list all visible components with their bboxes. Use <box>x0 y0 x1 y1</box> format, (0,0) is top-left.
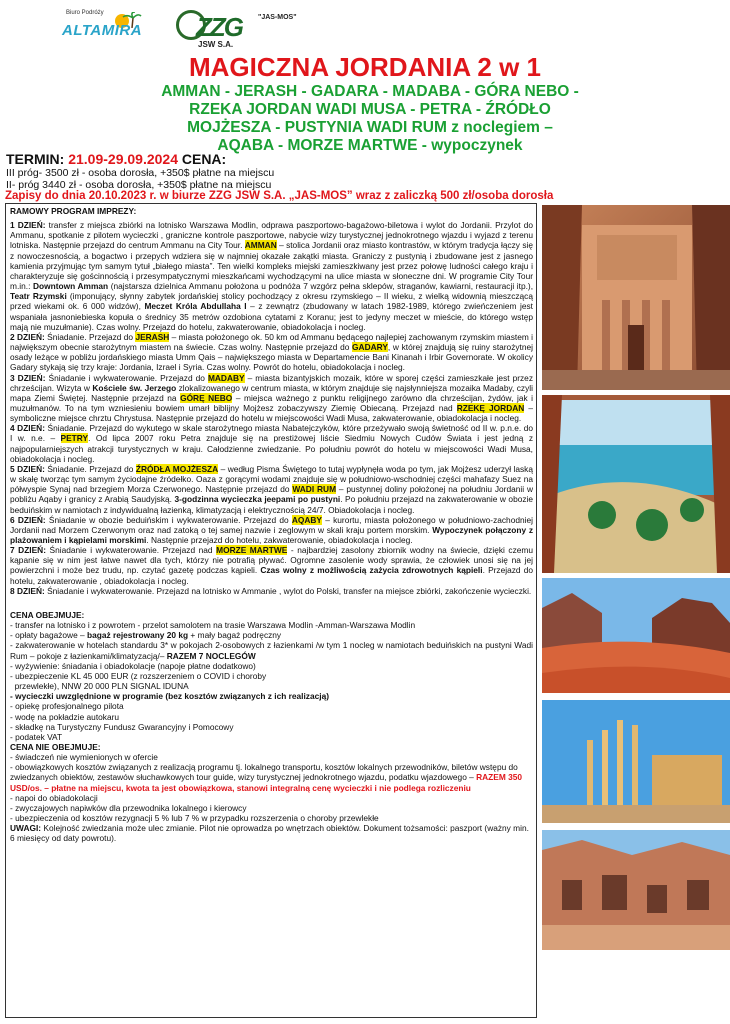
bold-wypoczynek: Wypoczynek połączony z plażowaniem i kąpielami morskimi <box>10 524 533 545</box>
day-text: - najbardziej zasolony zbiornik wodny na świecie, dzięki czemu kąpanie się w nim jest łatwe nawet dla tych, którzy nie potrafią pływać. Ogromne zasolenie wody sprawia, że człowiek unosi się na jej powierzchni i może bez trudu, np. czytać gazetę podczas kąpieli. <box>10 545 533 576</box>
list-item: - świadczeń nie wymienionych w ofercie <box>10 752 158 763</box>
day-text: zlokalizowanego w centrum miasta, w którym znajduje się najsłynniejsza mozaika Madaby, czyli mapa Ziemi Świętej. Następnie przejazd na <box>10 382 533 403</box>
altamira-small-text: Biuro Podróży <box>66 10 104 16</box>
bold-kosciol: Kościele św. Jerzego <box>92 382 177 393</box>
zapisy-line: Zapisy do dnia 20.10.2023 r. w biurze ZZG JSW S.A. „JAS-MOS” wraz z zaliczką 500 zł/osoba dorosła <box>5 190 554 202</box>
list-text: - obowiązkowych kosztów związanych z realizacją programu tj. lokalnego transportu, kosztów lokalnych przewodników, biletów wstępu do zwiedzanych obiektów, zestawów słuchawkowych tour guide, wizy turystycznej jednokrotnego wjazdu, podatku wjazdowego – <box>10 762 518 783</box>
bold-noclegi: RAZEM 7 NOCLEGÓW <box>166 650 256 661</box>
day-1 <box>10 220 533 332</box>
list-item <box>10 762 533 792</box>
list-text: - zakwaterowanie w hotelach standardu 3* w pokojach 2-osobowych z łazienkami /w tym 1 nocleg w namiotach beduińskich na pustyni Wadi Rum – pokoje z łazienkami/klimatyzacją/– <box>10 640 533 661</box>
day-text: Śniadanie w obozie beduińskim i wykwaterowanie. Przejazd do <box>45 514 292 525</box>
highlight-amman: AMMAN <box>244 240 277 251</box>
bold-jeep: 3-godzinna wycieczka jeepami po pustyni <box>174 494 341 505</box>
day-text: – stolica Jordanii oraz miasto kontrastów, w którym tradycja łączy się z nowoczesnością, a bogactwo i przepych wdziera się w najmniej okazałe zakątki miasta. Graniczy z pustynią i zbudowane jest z jasnego kamienia przyjmując tym samym tytuł „białego miasta”. Ten wielki kompleks miejski zamieszkiwany jest przez połowę ludności całego kraju i charakteryzuje się gościnnością i przesympatycznymi mieszkańcami wychodzącymi na ulice miasta w słoneczne dni. W programie City Tour m.in.: <box>10 240 533 292</box>
petra-tombs-photo <box>542 830 730 950</box>
list-item: - składkę na Turystyczny Fundusz Gwarancyjny i Pomocowy <box>10 721 234 732</box>
highlight-gadary: GADARY <box>352 342 388 353</box>
list-item <box>10 640 533 660</box>
list-item: - ubezpieczenia od kosztów rezygnacji 5 % lub 7 % w przypadku rozszerzenia o choroby przewlekłe <box>10 813 379 824</box>
day-text: Śniadanie i wykwaterowanie. Przejazd nad <box>46 545 217 556</box>
highlight-jordan: RZEKĘ JORDAN <box>456 402 525 413</box>
day-text: – miejsca ważnego z punktu religijnego zarówno dla chrześcijan, żydów, jak i muzułmanów. To na tym wzniesieniu bowiem umarł biblijny Mojżesz zobaczywszy Ziemię Obiecaną. Przejazd nad <box>10 392 534 413</box>
list-text: - opłaty bagażowe – <box>10 630 87 641</box>
uwagi <box>10 823 533 843</box>
cena-label: CENA: <box>177 151 227 167</box>
price-line-3: III próg- 3500 zł - osoba dorosła, +350$ płatne na miejscu <box>6 167 275 179</box>
day-text: . Od lipca 2007 roku Petra znajduje się na prestiżowej liście Siedmiu Nowych Cudów Świata i jest jedną z najpopularniejszych atrakcji turystycznych w kraju. Całodzienne zwiedzanie. Po południu powrót do hotelu w miejscowości Wadi Musa, obiadokolacja i nocleg. <box>10 433 533 464</box>
day-text: – symboliczne miejsce chrztu Chrystusa. Następnie przejazd do hotelu w miejscowości Wadi Musa, zakwaterowanie, obiadokolacja i nocleg. <box>10 402 533 424</box>
day-label: 1 DZIEŃ: <box>10 220 46 231</box>
subtitle <box>70 83 670 155</box>
highlight-morze: MORZE MARTWE <box>216 545 288 556</box>
day-text: Śniadanie i wykwaterowanie. Przejazd do <box>45 372 208 383</box>
wadi-rum-desert-photo <box>542 578 730 693</box>
day-text: . Następnie przejazd do hotelu, zakwaterowanie, obiadokolacja i nocleg. <box>146 535 413 545</box>
list-item: - napoi do obiadokolacji <box>10 792 98 803</box>
day-text: Śniadanie. Przejazd do <box>44 463 136 474</box>
aqaba-beach-photo <box>542 395 730 573</box>
day-5 <box>10 464 533 515</box>
bold-teatr: Teatr Rzymski <box>10 291 67 302</box>
day-text: transfer z miejsca zbiórki na lotnisko Warszawa Modlin, odprawa paszportowo-bagażowo-biletowa i wylot do Jordanii. Przylot do Ammanu, spotkanie z pilotem wycieczki , graniczne kontrole paszportowe, nabycie wizy turystycznej jednokrotnego wjazdu i wyjazd z terenu lotniska. Następnie przejazd do centrum Ammanu na City Tour. <box>10 220 533 251</box>
day-text: – pustynnej doliny położonej na południu Jordanii w pobliżu Aqaby i granicy z Arabią Saudyjską. <box>10 484 533 505</box>
day-label: 6 DZIEŃ: <box>10 514 46 525</box>
list-item: - zwyczajowych napiwków dla przewodnika lokalnego i kierowcy <box>10 802 247 813</box>
cena-nie-obejmuje-header: CENA NIE OBEJMUJE: <box>10 741 101 752</box>
petra-treasury-photo <box>542 205 730 390</box>
list-text: + mały bagaż podręczny <box>188 630 282 641</box>
subtitle-line: AMMAN - JERASH - GADARA - MADABA - GÓRA NEBO - <box>161 83 579 100</box>
day-text: – miasta położonego ok. 50 km od Ammanu będącego najlepiej zachowanym rzymskim miastem i największym obecnie starożytnym miastem na świecie. Czas wolny. Następnie przejazd do <box>10 331 533 353</box>
day-label: 4 DZIEŃ: <box>10 423 45 434</box>
list-item: - ubezpieczenie KL 45 000 EUR (z rozszerzeniem o COVID i choroby <box>10 670 267 681</box>
highlight-zrodla: ŹRÓDŁA MOJŻESZA <box>135 463 219 474</box>
highlight-wadirum: WADI RUM <box>292 484 337 495</box>
day-text: – kurortu, miasta położonego w południowo-zachodniej Jordanii nad Morzem Czerwonym oraz nad zatoką o tej samej nazwie i zeglowym w skali kraju portem morskim. <box>10 514 533 535</box>
day-label: 8 DZIEŃ: <box>10 585 45 596</box>
day-2 <box>10 332 533 373</box>
zzg-jsw-text: JSW S.A. <box>198 40 234 49</box>
list-item: - podatek VAT <box>10 731 63 742</box>
day-4 <box>10 423 533 464</box>
day-text: . Po południu przejazd na zakwaterowanie w obozie beduińskim w namiotach z indywidualną łazienką, klimatyzacją i elektrycznością 24/7. Obiadokolacja i nocleg. <box>10 494 534 515</box>
day-6 <box>10 515 533 545</box>
list-item: - opiekę profesjonalnego pilota <box>10 701 124 712</box>
jerash-columns-photo <box>542 700 730 823</box>
list-item: przewlekłe), NNW 20 000 PLN SIGNAL IDUNA <box>10 681 189 692</box>
day-8 <box>10 586 533 596</box>
subtitle-line: AQABA - MORZE MARTWE - wypoczynek <box>217 137 523 154</box>
day-text: – z zewnątrz (zbudowany w latach 1982-1989, którego zwieńczeniem jest wspaniała jasnoniebieska kopuła o średnicy 35 metrów ozdobiona cytatami z Koranu; jest to jedyny meczet w mieście, do którego wstęp mają nie muzułmanie). Czas wolny. Przejazd do hotelu, zakwaterowanie, obiadokolacja i nocleg. <box>10 301 533 332</box>
day-text: Śniadanie i wykwaterowanie. Przejazd na lotnisko w Ammanie , wylot do Polski, transfer na miejsce zbiórki, zakończenie wycieczki. <box>44 585 532 596</box>
day-text: (imponujący, słynny zabytek jordańskiej stolicy pochodzący z okresu rzymskiego – II wieku, z wielką widownią mieszczącą przed wiekami ok. 6 000 widzów), <box>10 291 533 312</box>
highlight-madaby: MADABY <box>207 372 245 383</box>
list-item <box>10 630 533 640</box>
uwagi-label: UWAGI: <box>10 823 42 834</box>
red-razem-350usd: RAZEM 350 USD/os. – płatne na miejscu, kwota ta jest obowiązkowa, stanowi integralną cenę wycieczki i nie podlega rozliczeniu <box>10 772 523 793</box>
day-7 <box>10 545 533 586</box>
day-label: 3 DZIEŃ: <box>10 372 46 383</box>
bold-downtown: Downtown Amman <box>33 281 109 292</box>
termin-label: TERMIN: <box>6 151 69 167</box>
zzg-letters: ZZG <box>196 12 242 42</box>
highlight-aqaby: AQABY <box>291 514 322 525</box>
day-label: 2 DZIEŃ: <box>10 331 45 342</box>
list-item: - transfer na lotnisko i z powrotem - przelot samolotem na trasie Warszawa Modlin -Amman-Warszawa Modlin <box>10 620 416 631</box>
day-text: (najstarsza dzielnica Ammanu położona u podnóża 7 wzgórz pełna sklepów, straganów, kawiarni, restauracji itp.), <box>108 281 534 292</box>
price-line-2: II- próg 3440 zł - osoba dorosła, +350$ płatne na miejscu <box>6 179 272 191</box>
cena-obejmuje-header: CENA OBEJMUJE: <box>10 609 85 620</box>
zzg-jasmos-text: "JAS-MOS" <box>258 14 297 21</box>
uwagi-text: Kolejność zwiedzania może ulec zmianie. Pilot nie oprowadza po wnętrzach obiektów. Dokument tożsamości: paszport (ważny min. 6 miesięcy od daty powrotu). <box>10 823 529 844</box>
highlight-jerash: JERASH <box>135 331 170 342</box>
termin-dates: 21.09-29.09.2024 <box>68 151 178 167</box>
day-text: Śniadanie. Przejazd do wykutego w skale starożytnego miasta Nabatejczyków, które przeżywało swoją świetność od II w. p.n.e. do I w. n.e. – <box>10 423 533 444</box>
day-text: , w której znajdują się ruiny starożytnej osady leżące w pobliżu jordańskiego miasta Umm Qais – największego miasta w Departamencie Bani Kinanah i Irbir Governorate. W okolicy Gadary stykają się trzy kraje: Jordania, Izrael i Syria. Czas wolny. Powrót do hotelu, obiadokolacja i nocleg. <box>10 342 533 373</box>
day-3 <box>10 373 533 424</box>
highlight-nebo: GÓRĘ NEBO <box>180 392 233 403</box>
bold-czas: Czas wolny z możliwością zażycia zdrowotnych kąpieli <box>260 565 483 576</box>
highlight-petry: PETRY <box>60 433 89 444</box>
list-item: - wycieczki uwzględnione w programie (bez kosztów związanych z ich realizacją) <box>10 691 330 702</box>
zzg-logo <box>176 8 306 52</box>
bold-bagaz: bagaż rejestrowany 20 kg <box>87 630 189 641</box>
list-item: - wyżywienie: śniadania i obiadokolacje (napoje płatne dodatkowo) <box>10 660 256 671</box>
altamira-logo <box>60 8 150 48</box>
program-text <box>10 206 533 844</box>
altamira-logo-text: ALTAMIRA <box>62 22 143 39</box>
day-text: – według Pisma Świętego to tutaj wypłynęła woda po tym, jak Mojżesz uderzył laską w skałę tworząc tym samym życiodajne źródełko. Oaza z gorącymi wodami znajduje się w południowo-wschodniej części mahafazy Suez na półwyspie Synaj nad brzegiem Morza Czerwonego. Następnie przejazd do <box>10 463 533 495</box>
subtitle-line: MOJŻESZA - PUSTYNIA WADI RUM z noclegiem – <box>187 119 553 136</box>
page-title: MAGICZNA JORDANIA 2 w 1 <box>189 52 541 82</box>
termin-line <box>6 151 226 167</box>
program-header: RAMOWY PROGRAM IMPREZY: <box>10 206 137 216</box>
subtitle-line: RZEKA JORDAN WADI MUSA - PETRA - ŹRÓDŁO <box>189 101 551 118</box>
day-text: – miasta bizantyjskich mozaik, które w sporej części zamieszkałe jest przez chrześcijan. Wizyta w <box>10 372 533 393</box>
day-label: 5 DZIEŃ: <box>10 463 45 474</box>
logos-area <box>60 8 360 52</box>
day-text: . Przejazd do hotelu, zakwaterowanie , obiadokolacja i nocleg. <box>10 565 533 586</box>
day-text: Śniadanie. Przejazd do <box>44 331 136 342</box>
list-item: - wodę na pokładzie autokaru <box>10 711 120 722</box>
bold-meczet: Meczet Króla Abdullaha I <box>144 301 247 312</box>
day-label: 7 DZIEŃ: <box>10 545 46 556</box>
